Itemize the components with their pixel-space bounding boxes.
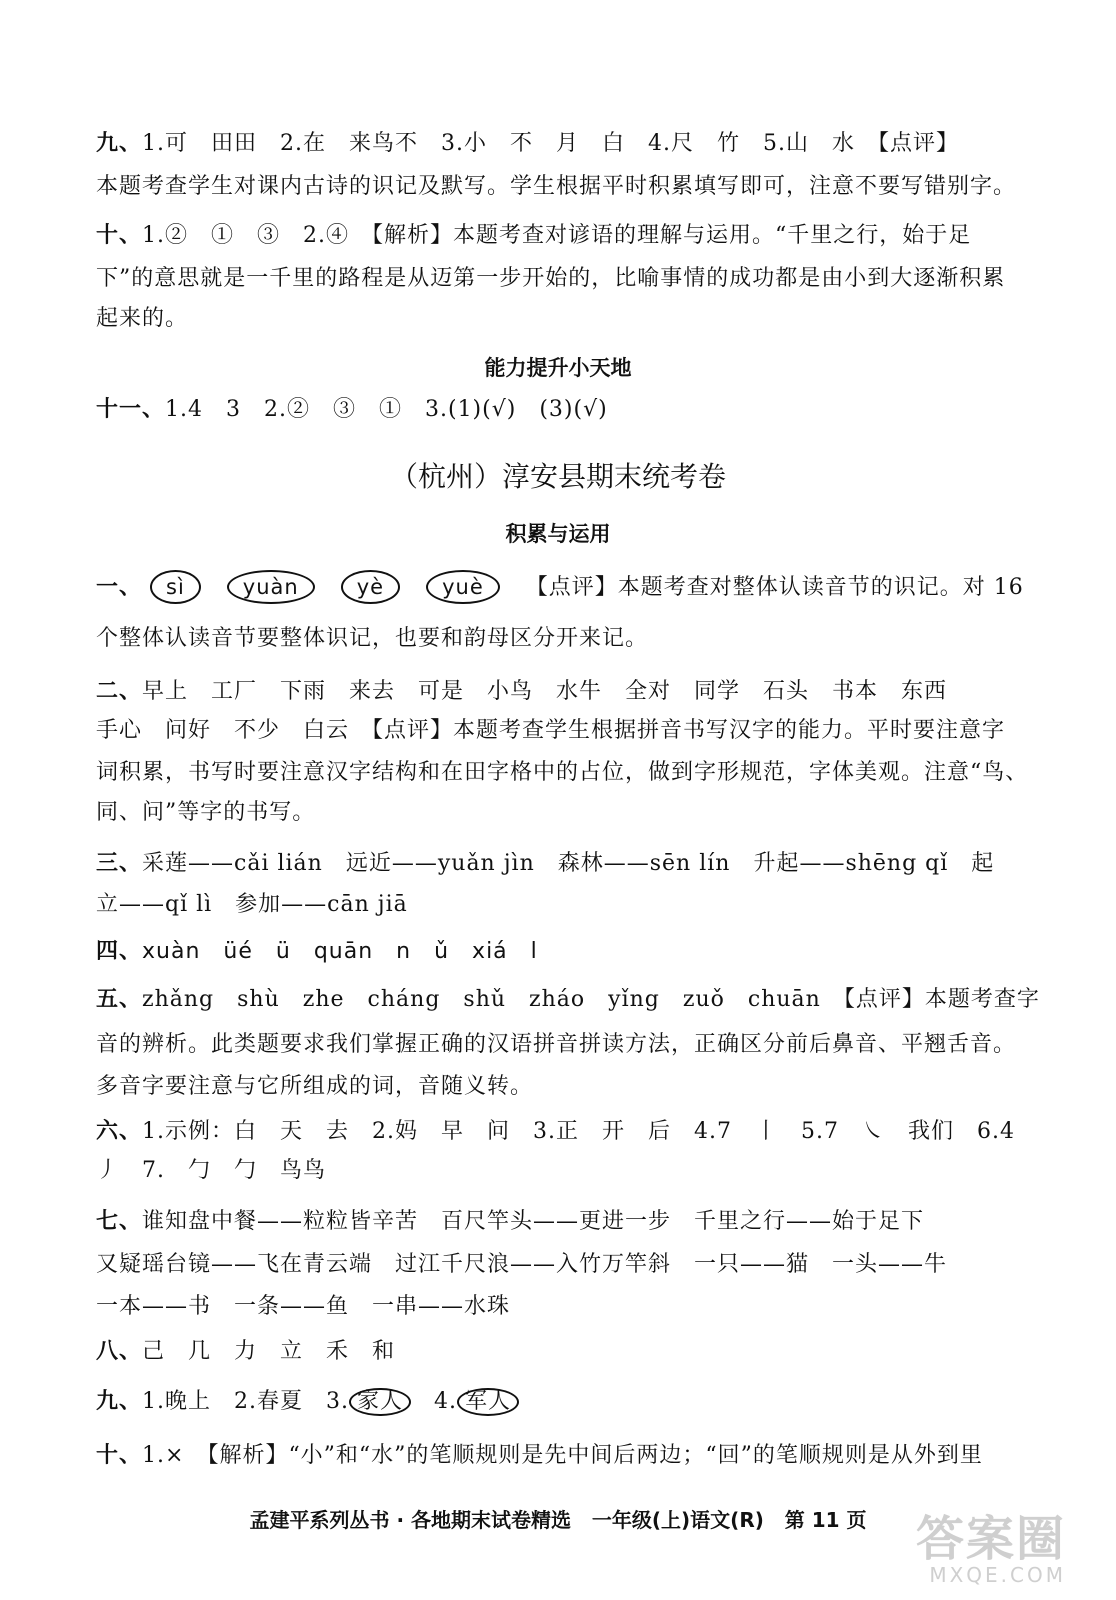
q2-line1	[96, 676, 947, 707]
pinyin-bubble-3: yè	[341, 570, 400, 604]
q5-line1	[96, 984, 1040, 1015]
q3-line1	[96, 848, 994, 879]
footer-page: 第 11 页	[784, 1508, 867, 1532]
q7-line3: 一本——书 一条——鱼 一串——水珠	[96, 1294, 511, 1319]
q9-bottom-part2: 4.	[411, 1389, 458, 1414]
q9-top-line2: 本题考查学生对课内古诗的识记及默写。学生根据平时积累填写即可，注意不要写错别字。	[96, 174, 1017, 199]
q8-label: 八、	[96, 1338, 143, 1364]
q2-text1: 早上 工厂 下雨 来去 可是 小鸟 水牛 全对 同学 石头 书本 东西	[142, 679, 948, 704]
pinyin-bubble-1: sì	[150, 570, 201, 604]
q3-line2: 立——qǐ lì 参加——cān jiā	[96, 892, 408, 917]
q8-line	[96, 1336, 395, 1367]
circled-answer-1: 家人	[349, 1388, 411, 1416]
q9-bottom-line	[96, 1386, 519, 1417]
q3-text1: 采莲——cǎi lián 远近——yuǎn jìn 森林——sēn lín 升起——shēng qǐ 起	[142, 851, 995, 876]
watermark-url: MXQE.COM	[929, 1563, 1066, 1587]
q7-text1: 谁知盘中餐——粒粒皆辛苦 百尺竿头——更进一步 千里之行——始于足下	[142, 1209, 925, 1234]
q7-label: 七、	[96, 1208, 143, 1234]
q9-top-label: 九、	[96, 130, 143, 156]
footer-book: 各地期末试卷精选	[411, 1508, 572, 1532]
q10-top-text1: 1.② ① ③ 2.④ 【解析】本题考查对谚语的理解与运用。“千里之行，始于足	[142, 223, 972, 248]
q9-bottom-part1: 1.晚上 2.春夏 3.	[142, 1389, 349, 1414]
exam-title: （杭州）淳安县期末统考卷	[389, 460, 726, 493]
q6-line2: 丿 7. 勹 勹 鸟鸟	[96, 1158, 326, 1183]
footer-dot: ·	[396, 1508, 405, 1532]
q7-line1	[96, 1206, 924, 1237]
q5-line3: 多音字要注意与它所组成的词，音随义转。	[96, 1074, 534, 1099]
q5-text1: zhǎng shù zhe cháng shǔ zháo yǐng zuǒ chuān 【点评】本题考查字	[142, 987, 1040, 1012]
q10-bottom-line	[96, 1440, 983, 1471]
footer-series: 孟建平系列丛书	[249, 1508, 390, 1532]
q10-bottom-text: 1.× 【解析】“小”和“水”的笔顺规则是先中间后两边；“回”的笔顺规则是从外到里	[142, 1443, 983, 1468]
q9-top-line1	[96, 128, 959, 159]
watermark-main: 答案圈	[915, 1511, 1066, 1567]
circled-answer-2: 军人	[457, 1388, 519, 1416]
q11-text: 1.4 3 2.② ③ ① 3.(1)(√) (3)(√)	[165, 397, 608, 422]
q7-line2: 又疑瑶台镜——飞在青云端 过江千尺浪——入竹万竿斜 一只——猫 一头——牛	[96, 1252, 948, 1277]
q2-line3: 词积累，书写时要注意汉字结构和在田字格中的占位，做到字形规范，字体美观。注意“鸟、	[96, 760, 1029, 785]
q6-line1	[96, 1116, 1015, 1147]
q1-line2: 个整体认读音节要整体识记，也要和韵母区分开来记。	[96, 626, 649, 651]
q2-line2: 手心 问好 不少 白云 【点评】本题考查学生根据拼音书写汉字的能力。平时要注意字	[96, 718, 1006, 743]
q1-text1: 【点评】本题考查对整体认读音节的识记。对 16	[525, 575, 1024, 600]
q11-label: 十一、	[96, 396, 166, 422]
q4-label: 四、	[96, 938, 143, 964]
q10-top-label: 十、	[96, 222, 143, 248]
q2-label: 二、	[96, 678, 143, 704]
pinyin-bubble-4: yuè	[426, 570, 500, 604]
q9-bottom-label: 九、	[96, 1388, 143, 1414]
section-accumulate-heading: 积累与运用	[505, 522, 611, 546]
q5-label: 五、	[96, 986, 143, 1012]
q10-top-line3: 起来的。	[96, 306, 189, 331]
watermark	[916, 1500, 1066, 1587]
q6-label: 六、	[96, 1118, 143, 1144]
q5-line2: 音的辨析。此类题要求我们掌握正确的汉语拼音拼读方法，正确区分前后鼻音、平翘舌音。	[96, 1032, 1017, 1057]
q4-text: xuàn üé ü quān n ǔ xiá l	[142, 939, 538, 964]
pinyin-bubble-2: yuàn	[227, 570, 315, 604]
q10-bottom-label: 十、	[96, 1442, 143, 1468]
q8-text: 己 几 力 立 禾 和	[142, 1339, 396, 1364]
q9-top-text1: 1.可 田田 2.在 来鸟不 3.小 不 月 白 4.尺 竹 5.山 水 【点评】	[142, 131, 959, 156]
q3-label: 三、	[96, 850, 143, 876]
q6-text1: 1.示例：白 天 去 2.妈 早 问 3.正 开 后 4.7 丨 5.7 ㇏ 我们 6.4	[142, 1119, 1015, 1144]
q10-top-line2: 下”的意思就是一千里的路程是从迈第一步开始的，比喻事情的成功都是由小到大逐渐积累	[96, 266, 1006, 291]
q1-line1	[96, 570, 1024, 604]
q10-top-line1	[96, 220, 971, 251]
q1-label: 一、	[96, 574, 143, 600]
q2-line4: 同、问”等字的书写。	[96, 800, 316, 825]
section-ability-heading: 能力提升小天地	[484, 356, 632, 380]
q11-line	[96, 394, 608, 425]
footer-grade: 一年级(上)语文(R)	[591, 1508, 764, 1532]
q4-line	[96, 936, 538, 967]
